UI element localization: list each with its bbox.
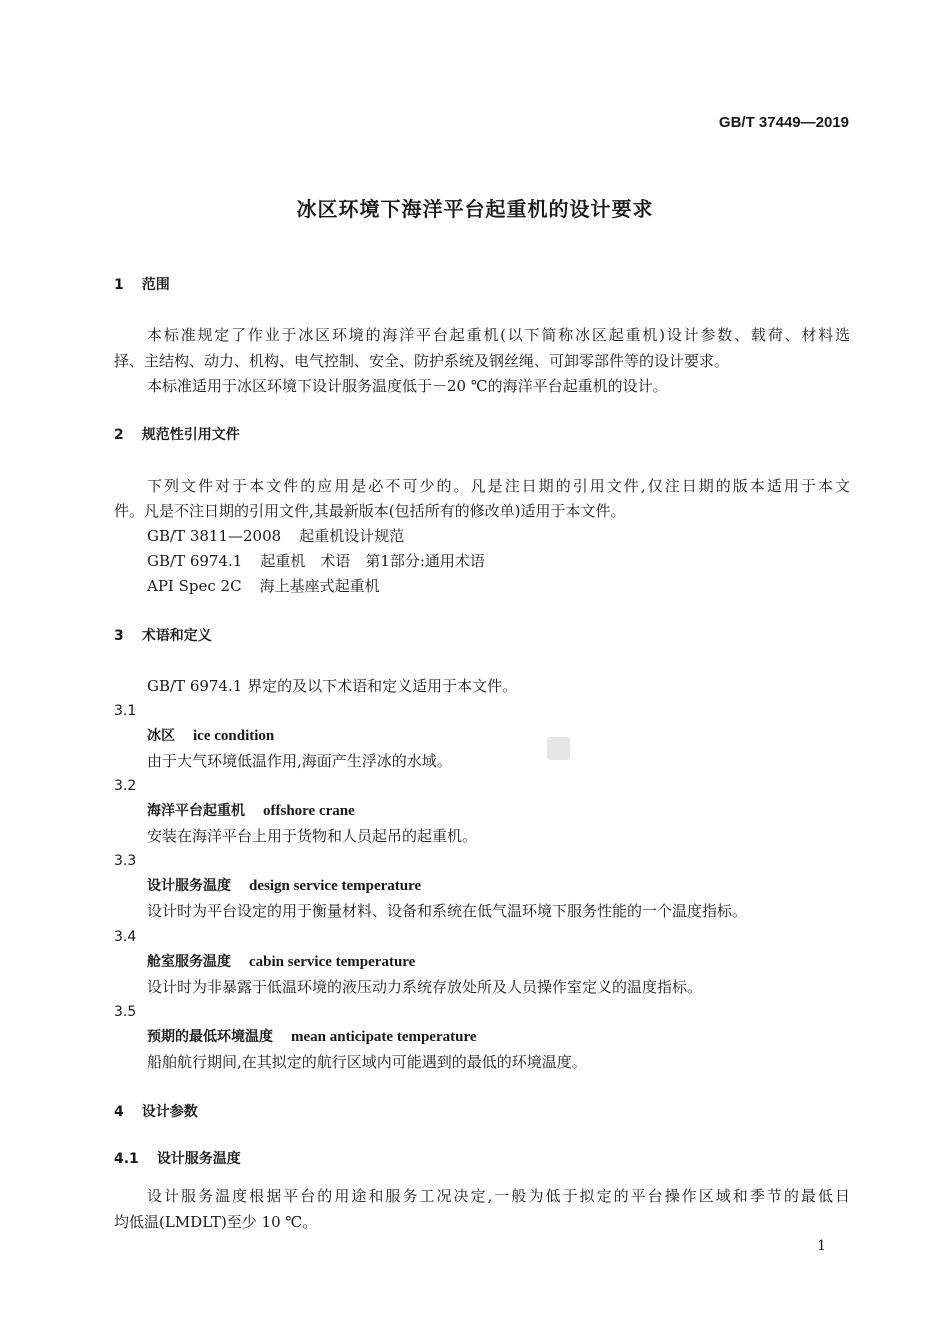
paragraph-line: [114, 1212, 317, 1232]
page-number: 1: [817, 1238, 826, 1254]
paragraph-line: [114, 501, 625, 521]
text: 冰区: [147, 728, 175, 744]
term-definition: [147, 901, 747, 921]
section-number: 3: [114, 628, 124, 644]
term-title: [147, 726, 274, 746]
text: 设计时为非暴露于低温环境的液压动力系统存放处所及人员操作室定义的温度指标。: [147, 978, 703, 996]
text: 安装在海洋平台上用于货物和人员起吊的起重机。: [147, 827, 478, 845]
term-title: [147, 876, 421, 896]
paragraph-line: [114, 351, 729, 371]
text: 起重机设计规范: [299, 527, 405, 545]
text: 设计时为平台设定的用于衡量材料、设备和系统在低气温环境下服务性能的一个温度指标。: [147, 902, 748, 920]
reference-item: [147, 551, 485, 571]
term-definition: [147, 751, 452, 771]
term-title: [147, 952, 415, 972]
text: 3.2: [114, 778, 137, 794]
text: 3.5: [114, 1004, 137, 1020]
paragraph-line: [147, 1186, 850, 1206]
text: GB/T 6974.1 界定的及以下术语和定义适用于本文件。: [147, 677, 518, 695]
section-title: 设计服务温度: [156, 1151, 241, 1167]
reference-item: [147, 526, 404, 546]
term-definition: [147, 977, 702, 997]
watermark-square: [547, 737, 570, 760]
section-2-heading: [114, 425, 240, 445]
term-english: offshore crane: [263, 803, 355, 819]
section-title: 设计参数: [141, 1104, 198, 1120]
term-english: ice condition: [193, 728, 275, 744]
section-number: 4.1: [114, 1151, 139, 1167]
paragraph-line: [147, 325, 850, 345]
reference-item: [147, 576, 380, 596]
term-definition: [147, 826, 477, 846]
standard-number: GB/T 37449—2019: [718, 114, 849, 131]
text: 本标准适用于冰区环境下设计服务温度低于－20 ℃的海洋平台起重机的设计。: [147, 377, 668, 395]
section-number: 1: [114, 277, 124, 293]
text: GB/T 6974.1: [147, 552, 243, 570]
text: 下列文件对于本文件的应用是必不可少的。凡是注日期的引用文件,仅注日期的版本适用于本文: [147, 477, 850, 495]
paragraph-line: [147, 676, 517, 696]
text: API Spec 2C: [147, 577, 242, 595]
section-title: 规范性引用文件: [141, 427, 240, 443]
section-3-heading: [114, 626, 212, 646]
term-english: cabin service temperature: [249, 954, 416, 970]
section-number: 4: [114, 1104, 124, 1120]
section-4-heading: [114, 1102, 198, 1122]
document-title: 冰区环境下海洋平台起重机的设计要求: [296, 197, 654, 221]
text: 舱室服务温度: [147, 954, 231, 970]
text: GB/T 3811—2008: [147, 527, 282, 545]
term-english: design service temperature: [249, 878, 422, 894]
text: 均低温(LMDLT)至少 10 ℃。: [114, 1213, 318, 1231]
paragraph-line: [147, 476, 850, 496]
section-title: 范围: [141, 277, 170, 293]
text: 设计服务温度根据平台的用途和服务工况决定,一般为低于拟定的平台操作区域和季节的最低日: [147, 1187, 850, 1205]
text: 设计服务温度: [147, 878, 231, 894]
section-title: 术语和定义: [141, 628, 212, 644]
paragraph-line: [147, 376, 668, 396]
term-number: [114, 927, 136, 947]
text: 海洋平台起重机: [147, 803, 245, 819]
term-number: [114, 1002, 136, 1022]
section-number: 2: [114, 427, 124, 443]
text: 海上基座式起重机: [259, 577, 380, 595]
term-number: [114, 851, 136, 871]
term-title: [147, 801, 355, 821]
text: 择、主结构、动力、机构、电气控制、安全、防护系统及钢丝绳、可卸零部件等的设计要求。: [114, 352, 730, 370]
term-number: [114, 776, 136, 796]
term-english: mean anticipate temperature: [291, 1029, 477, 1045]
text: 本标准规定了作业于冰区环境的海洋平台起重机(以下简称冰区起重机)设计参数、载荷、材料选: [147, 326, 850, 344]
text: 预期的最低环境温度: [147, 1029, 273, 1045]
text: 3.3: [114, 853, 137, 869]
text: 3.1: [114, 703, 137, 719]
term-definition: [147, 1052, 587, 1072]
text: 件。凡是不注日期的引用文件,其最新版本(包括所有的修改单)适用于本文件。: [114, 502, 626, 520]
text: 3.4: [114, 929, 137, 945]
text: 船舶航行期间,在其拟定的航行区域内可能遇到的最低的环境温度。: [147, 1053, 587, 1071]
text: 由于大气环境低温作用,海面产生浮冰的水域。: [147, 752, 452, 770]
term-title: [147, 1027, 477, 1047]
text: 起重机 术语 第1部分:通用术语: [260, 552, 485, 570]
section-4-1-heading: [114, 1149, 241, 1169]
section-1-heading: [114, 275, 170, 295]
term-number: [114, 701, 136, 721]
